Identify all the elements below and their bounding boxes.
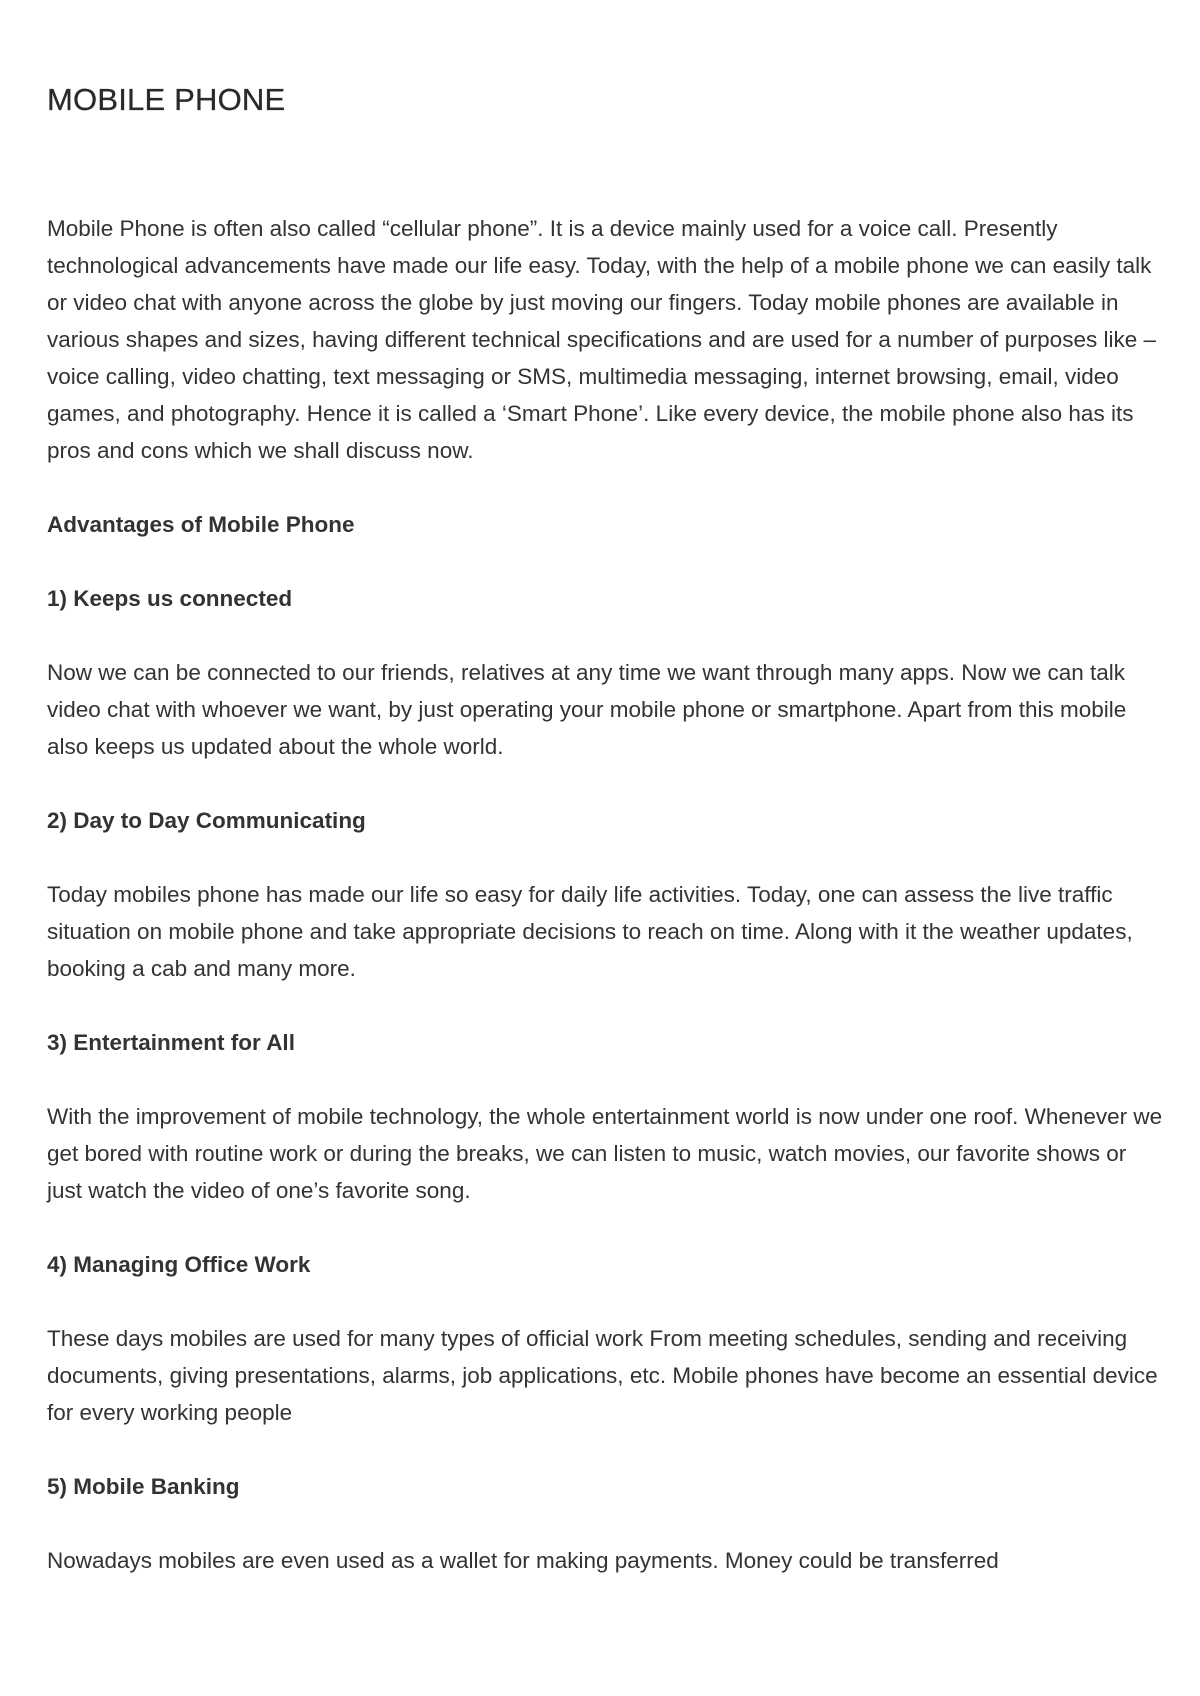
section-heading: Advantages of Mobile Phone xyxy=(47,512,355,537)
item-body-3: With the improvement of mobile technology, the whole entertainment world is now under one roof. Whenever we get bored with routine work or during the breaks, we can listen to music, watch movies, our favorite shows or just watch the video of one’s favorite song. xyxy=(47,1104,1163,1203)
item-heading-3: 3) Entertainment for All xyxy=(47,1030,295,1055)
intro-paragraph: Mobile Phone is often also called “cellular phone”. It is a device mainly used for a voice call. Presently technological advancements have made our life easy. Today, with the help of a mobile phone we can easily talk or video chat with anyone across the globe by just moving our fingers. Today mobile phones are available in various shapes and sizes, having different technical specifications and are used for a number of purposes like – voice calling, video chatting, text messaging or SMS, multimedia messaging, internet browsing, email, video games, and photography. Hence it is called a ‘Smart Phone’. Like every device, the mobile phone also has its pros and cons which we shall discuss now. xyxy=(47,216,1156,463)
item-heading-1: 1) Keeps us connected xyxy=(47,586,293,611)
item-body-1: Now we can be connected to our friends, relatives at any time we want through many apps. Now we can talk video chat with whoever we want, by just operating your mobile phone or smartphone. Apart from this mobile also keeps us updated about the whole world. xyxy=(47,660,1127,759)
item-heading-5: 5) Mobile Banking xyxy=(47,1474,240,1499)
item-heading-2: 2) Day to Day Communicating xyxy=(47,808,366,833)
document-page xyxy=(47,80,1167,1579)
item-body-4: These days mobiles are used for many types of official work From meeting schedules, sending and receiving documents, giving presentations, alarms, job applications, etc. Mobile phones have become an essential device for every working people xyxy=(47,1326,1158,1425)
item-heading-4: 4) Managing Office Work xyxy=(47,1252,311,1277)
page-title: MOBILE PHONE xyxy=(47,82,286,117)
item-body-2: Today mobiles phone has made our life so easy for daily life activities. Today, one can assess the live traffic situation on mobile phone and take appropriate decisions to reach on time. Along with it the weather updates, booking a cab and many more. xyxy=(47,882,1133,981)
item-body-5: Nowadays mobiles are even used as a wallet for making payments. Money could be transferred xyxy=(47,1548,999,1573)
